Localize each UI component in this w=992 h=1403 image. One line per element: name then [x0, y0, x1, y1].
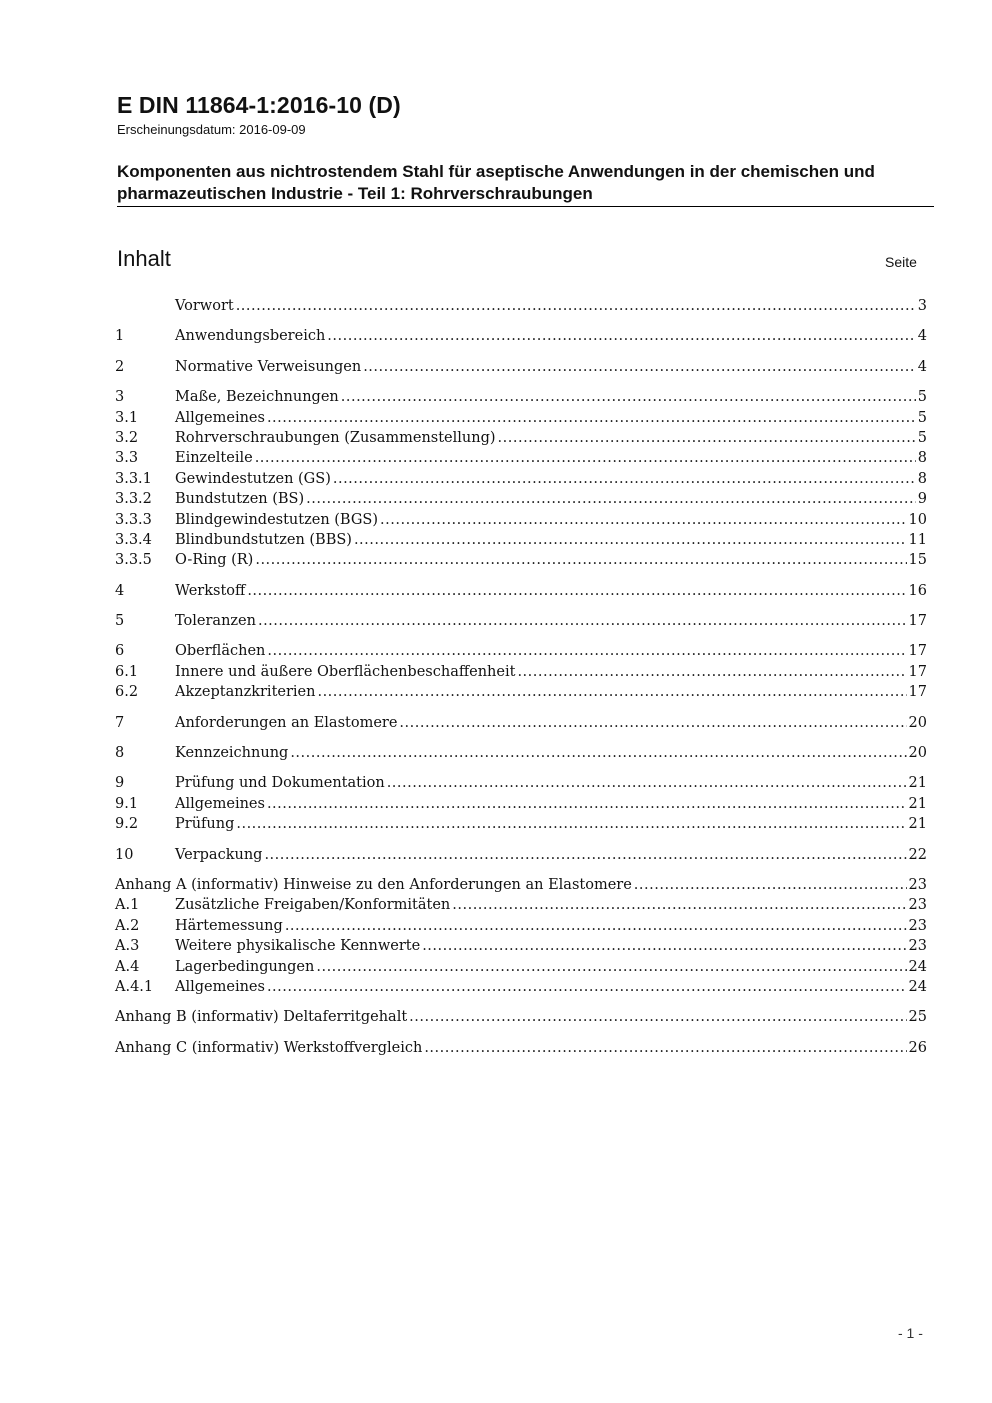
title-rule — [117, 206, 934, 207]
toc-entry[interactable] — [115, 641, 927, 661]
toc-entry-page: 9 — [917, 491, 927, 508]
toc-dot-leader — [424, 1038, 906, 1058]
toc-entry[interactable] — [115, 814, 927, 834]
toc-entry-page: 8 — [917, 450, 927, 467]
toc-dot-leader — [354, 530, 907, 550]
toc-dot-leader — [452, 895, 906, 915]
toc-dot-leader — [267, 794, 907, 814]
toc-dot-leader — [409, 1007, 906, 1027]
toc-dot-leader — [634, 875, 907, 895]
toc-entry-number: A.4 — [115, 958, 140, 975]
toc-entry-label: Allgemeines — [175, 978, 265, 995]
publication-date: Erscheinungsdatum: 2016-09-09 — [117, 122, 306, 137]
toc-entry-number: 10 — [115, 846, 134, 863]
toc-entry-label: Oberflächen — [175, 643, 266, 660]
toc-dot-leader — [363, 357, 916, 377]
toc-entry-page: 25 — [908, 1009, 927, 1026]
toc-entry-label: Bundstutzen (BS) — [175, 491, 305, 508]
toc-entry-number: 2 — [115, 358, 125, 375]
toc-entry-page: 21 — [908, 795, 927, 812]
toc-entry[interactable] — [115, 448, 927, 468]
toc-entry[interactable] — [115, 408, 927, 428]
toc-entry-label: Prüfung — [175, 816, 235, 833]
toc-entry-label: Gewindestutzen (GS) — [175, 470, 331, 487]
toc-dot-leader — [341, 387, 916, 407]
toc-entry-page: 15 — [908, 552, 927, 569]
toc-entry-page: 21 — [908, 816, 927, 833]
toc-entry-page: 23 — [908, 938, 927, 955]
toc-entry-page: 17 — [908, 663, 927, 680]
toc-entry-number: 7 — [115, 714, 125, 731]
toc-entry-page: 24 — [908, 978, 927, 995]
toc-entry-label: Anhang B (informativ) Deltaferritgehalt — [115, 1009, 408, 1026]
page-column-label: Seite — [885, 254, 917, 270]
toc-entry[interactable] — [115, 845, 927, 865]
toc-entry-page: 8 — [917, 470, 927, 487]
toc-heading: Inhalt — [117, 246, 171, 271]
toc-dot-leader — [267, 641, 906, 661]
toc-entry-label: Lagerbedingungen — [175, 958, 315, 975]
toc-entry-number: 3.3 — [115, 450, 139, 467]
toc-entry-label: Innere und äußere Oberflächenbeschaffenheit — [175, 663, 516, 680]
toc-entry-label: Weitere physikalische Kennwerte — [175, 938, 421, 955]
toc-entry-number: 9.1 — [115, 795, 139, 812]
toc-dot-leader — [327, 326, 915, 346]
toc-dot-leader — [380, 510, 907, 530]
toc-dot-leader — [255, 448, 916, 468]
toc-dot-leader — [317, 682, 906, 702]
toc-entry-page: 24 — [908, 958, 927, 975]
toc-entry-label: Anwendungsbereich — [175, 328, 326, 345]
toc-entry-number: 6.2 — [115, 684, 139, 701]
toc-entry-page: 23 — [908, 917, 927, 934]
toc-entry-number: 6 — [115, 643, 125, 660]
toc-entry-page: 26 — [908, 1039, 927, 1056]
toc-entry[interactable] — [115, 794, 927, 814]
toc-dot-leader — [333, 469, 916, 489]
toc-entry[interactable] — [115, 773, 927, 793]
toc-entry-label: Blindbundstutzen (BBS) — [175, 531, 352, 548]
toc-entry-label: Einzelteile — [175, 450, 253, 467]
toc-entry-page: 5 — [917, 389, 927, 406]
toc-entry[interactable] — [115, 682, 927, 702]
toc-entry-page: 20 — [908, 714, 927, 731]
toc-entry[interactable] — [115, 1038, 927, 1058]
toc-dot-leader — [387, 773, 907, 793]
toc-entry[interactable] — [115, 977, 927, 997]
toc-entry-page: 23 — [908, 897, 927, 914]
toc-entry-label: Werkstoff — [175, 582, 246, 599]
page-number: - 1 - — [898, 1325, 923, 1341]
toc-entry-label: Härtemessung — [175, 917, 283, 934]
toc-entry-label: Blindgewindestutzen (BGS) — [175, 511, 379, 528]
toc-entry-label: Akzeptanzkriterien — [175, 684, 316, 701]
toc-dot-leader — [290, 743, 906, 763]
toc-entry-number: A.2 — [115, 917, 140, 934]
toc-entry[interactable] — [115, 875, 927, 895]
toc-entry[interactable] — [115, 895, 927, 915]
toc-dot-leader — [306, 489, 916, 509]
toc-dot-leader — [247, 581, 906, 601]
toc-entry-label: Anforderungen an Elastomere — [175, 714, 398, 731]
document-title: Komponenten aus nichtrostendem Stahl für aseptische Anwendungen in der chemischen und pharmazeutischen Industrie - Teil 1: Rohrverschraubungen — [117, 162, 875, 203]
toc-entry[interactable] — [115, 611, 927, 631]
toc-entry-page: 16 — [908, 582, 927, 599]
toc-entry[interactable] — [115, 743, 927, 763]
toc-dot-leader — [267, 977, 907, 997]
toc-entry-number: 3.3.2 — [115, 491, 152, 508]
toc-entry-page: 23 — [908, 876, 927, 893]
toc-entry-number: A.4.1 — [115, 978, 154, 995]
toc-entry-label: Kennzeichnung — [175, 745, 289, 762]
toc-entry-number: 3.3.4 — [115, 531, 152, 548]
toc-dot-leader — [264, 845, 906, 865]
toc-entry[interactable] — [115, 916, 927, 936]
toc-entry-label: Verpackung — [175, 846, 263, 863]
toc-entry-label: Normative Verweisungen — [175, 358, 362, 375]
toc-entry-label: Vorwort — [175, 298, 234, 314]
toc-entry-number: 9.2 — [115, 816, 139, 833]
toc-entry[interactable] — [115, 713, 927, 733]
toc-entry-number: 3.3.5 — [115, 552, 152, 569]
toc-entry[interactable] — [115, 510, 927, 530]
toc-entry-number: A.3 — [115, 938, 140, 955]
toc-entry-number: A.1 — [115, 897, 140, 914]
toc-entry-number: 9 — [115, 775, 125, 792]
toc-entry-number: 3.3.1 — [115, 470, 152, 487]
toc-entry-label: Allgemeines — [175, 409, 265, 426]
toc-entry-label: Allgemeines — [175, 795, 265, 812]
document-id: E DIN 11864-1:2016-10 (D) — [117, 92, 401, 118]
toc-entry-number: 4 — [115, 582, 125, 599]
toc-entry-page: 5 — [917, 409, 927, 426]
toc-dot-leader — [267, 408, 916, 428]
toc-entry[interactable] — [115, 530, 927, 550]
toc-entry[interactable] — [115, 936, 927, 956]
toc-entry-page: 17 — [908, 684, 927, 701]
toc-entry-page: 22 — [908, 846, 927, 863]
toc-entry[interactable] — [115, 387, 927, 407]
toc-entry-label: Toleranzen — [175, 613, 256, 630]
toc-entry-page: 4 — [917, 328, 927, 345]
toc-dot-leader — [517, 662, 906, 682]
toc-entry-page: 21 — [908, 775, 927, 792]
toc-entry-label: Anhang A (informativ) Hinweise zu den Anforderungen an Elastomere — [115, 876, 632, 893]
toc-entry[interactable] — [115, 489, 927, 509]
toc-dot-leader — [255, 550, 906, 570]
toc-entry[interactable] — [115, 428, 927, 448]
toc-entry-number: 3.1 — [115, 409, 139, 426]
toc-entry-number: 3.3.3 — [115, 511, 152, 528]
toc-entry[interactable] — [115, 550, 927, 570]
toc-entry-page: 11 — [908, 531, 927, 548]
table-of-contents — [115, 296, 927, 1058]
toc-entry-label: O-Ring (R) — [175, 552, 254, 569]
toc-dot-leader — [399, 713, 906, 733]
toc-entry[interactable] — [115, 581, 927, 601]
toc-entry[interactable] — [115, 662, 927, 682]
toc-entry-number: 6.1 — [115, 663, 139, 680]
toc-entry-page: 20 — [908, 745, 927, 762]
toc-entry[interactable] — [115, 326, 927, 346]
toc-entry-label: Anhang C (informativ) Werkstoffvergleich — [115, 1039, 423, 1056]
toc-entry[interactable] — [115, 1007, 927, 1027]
toc-entry-page: 4 — [917, 358, 927, 375]
toc-entry-label: Maße, Bezeichnungen — [175, 389, 339, 406]
toc-dot-leader — [498, 428, 916, 448]
toc-dot-leader — [422, 936, 906, 956]
toc-entry-page: 5 — [917, 429, 927, 446]
toc-dot-leader — [236, 814, 906, 834]
toc-entry-number: 3 — [115, 389, 125, 406]
toc-entry[interactable] — [115, 469, 927, 489]
toc-entry-number: 3.2 — [115, 429, 139, 446]
toc-entry-page: 17 — [908, 643, 927, 660]
toc-dot-leader — [258, 611, 907, 631]
toc-entry-number: 5 — [115, 613, 125, 630]
toc-dot-leader — [236, 296, 916, 316]
toc-entry-label: Prüfung und Dokumentation — [175, 775, 385, 792]
toc-entry[interactable] — [115, 296, 927, 316]
toc-entry[interactable] — [115, 957, 927, 977]
toc-entry[interactable] — [115, 357, 927, 377]
toc-entry-number: 1 — [115, 328, 125, 345]
toc-dot-leader — [285, 916, 907, 936]
toc-entry-label: Zusätzliche Freigaben/Konformitäten — [175, 897, 451, 914]
toc-dot-leader — [316, 957, 906, 977]
toc-entry-page: 10 — [908, 511, 927, 528]
toc-entry-page: 3 — [917, 298, 927, 314]
toc-entry-page: 17 — [908, 613, 927, 630]
toc-entry-label: Rohrverschraubungen (Zusammenstellung) — [175, 429, 496, 446]
toc-entry-number: 8 — [115, 745, 125, 762]
